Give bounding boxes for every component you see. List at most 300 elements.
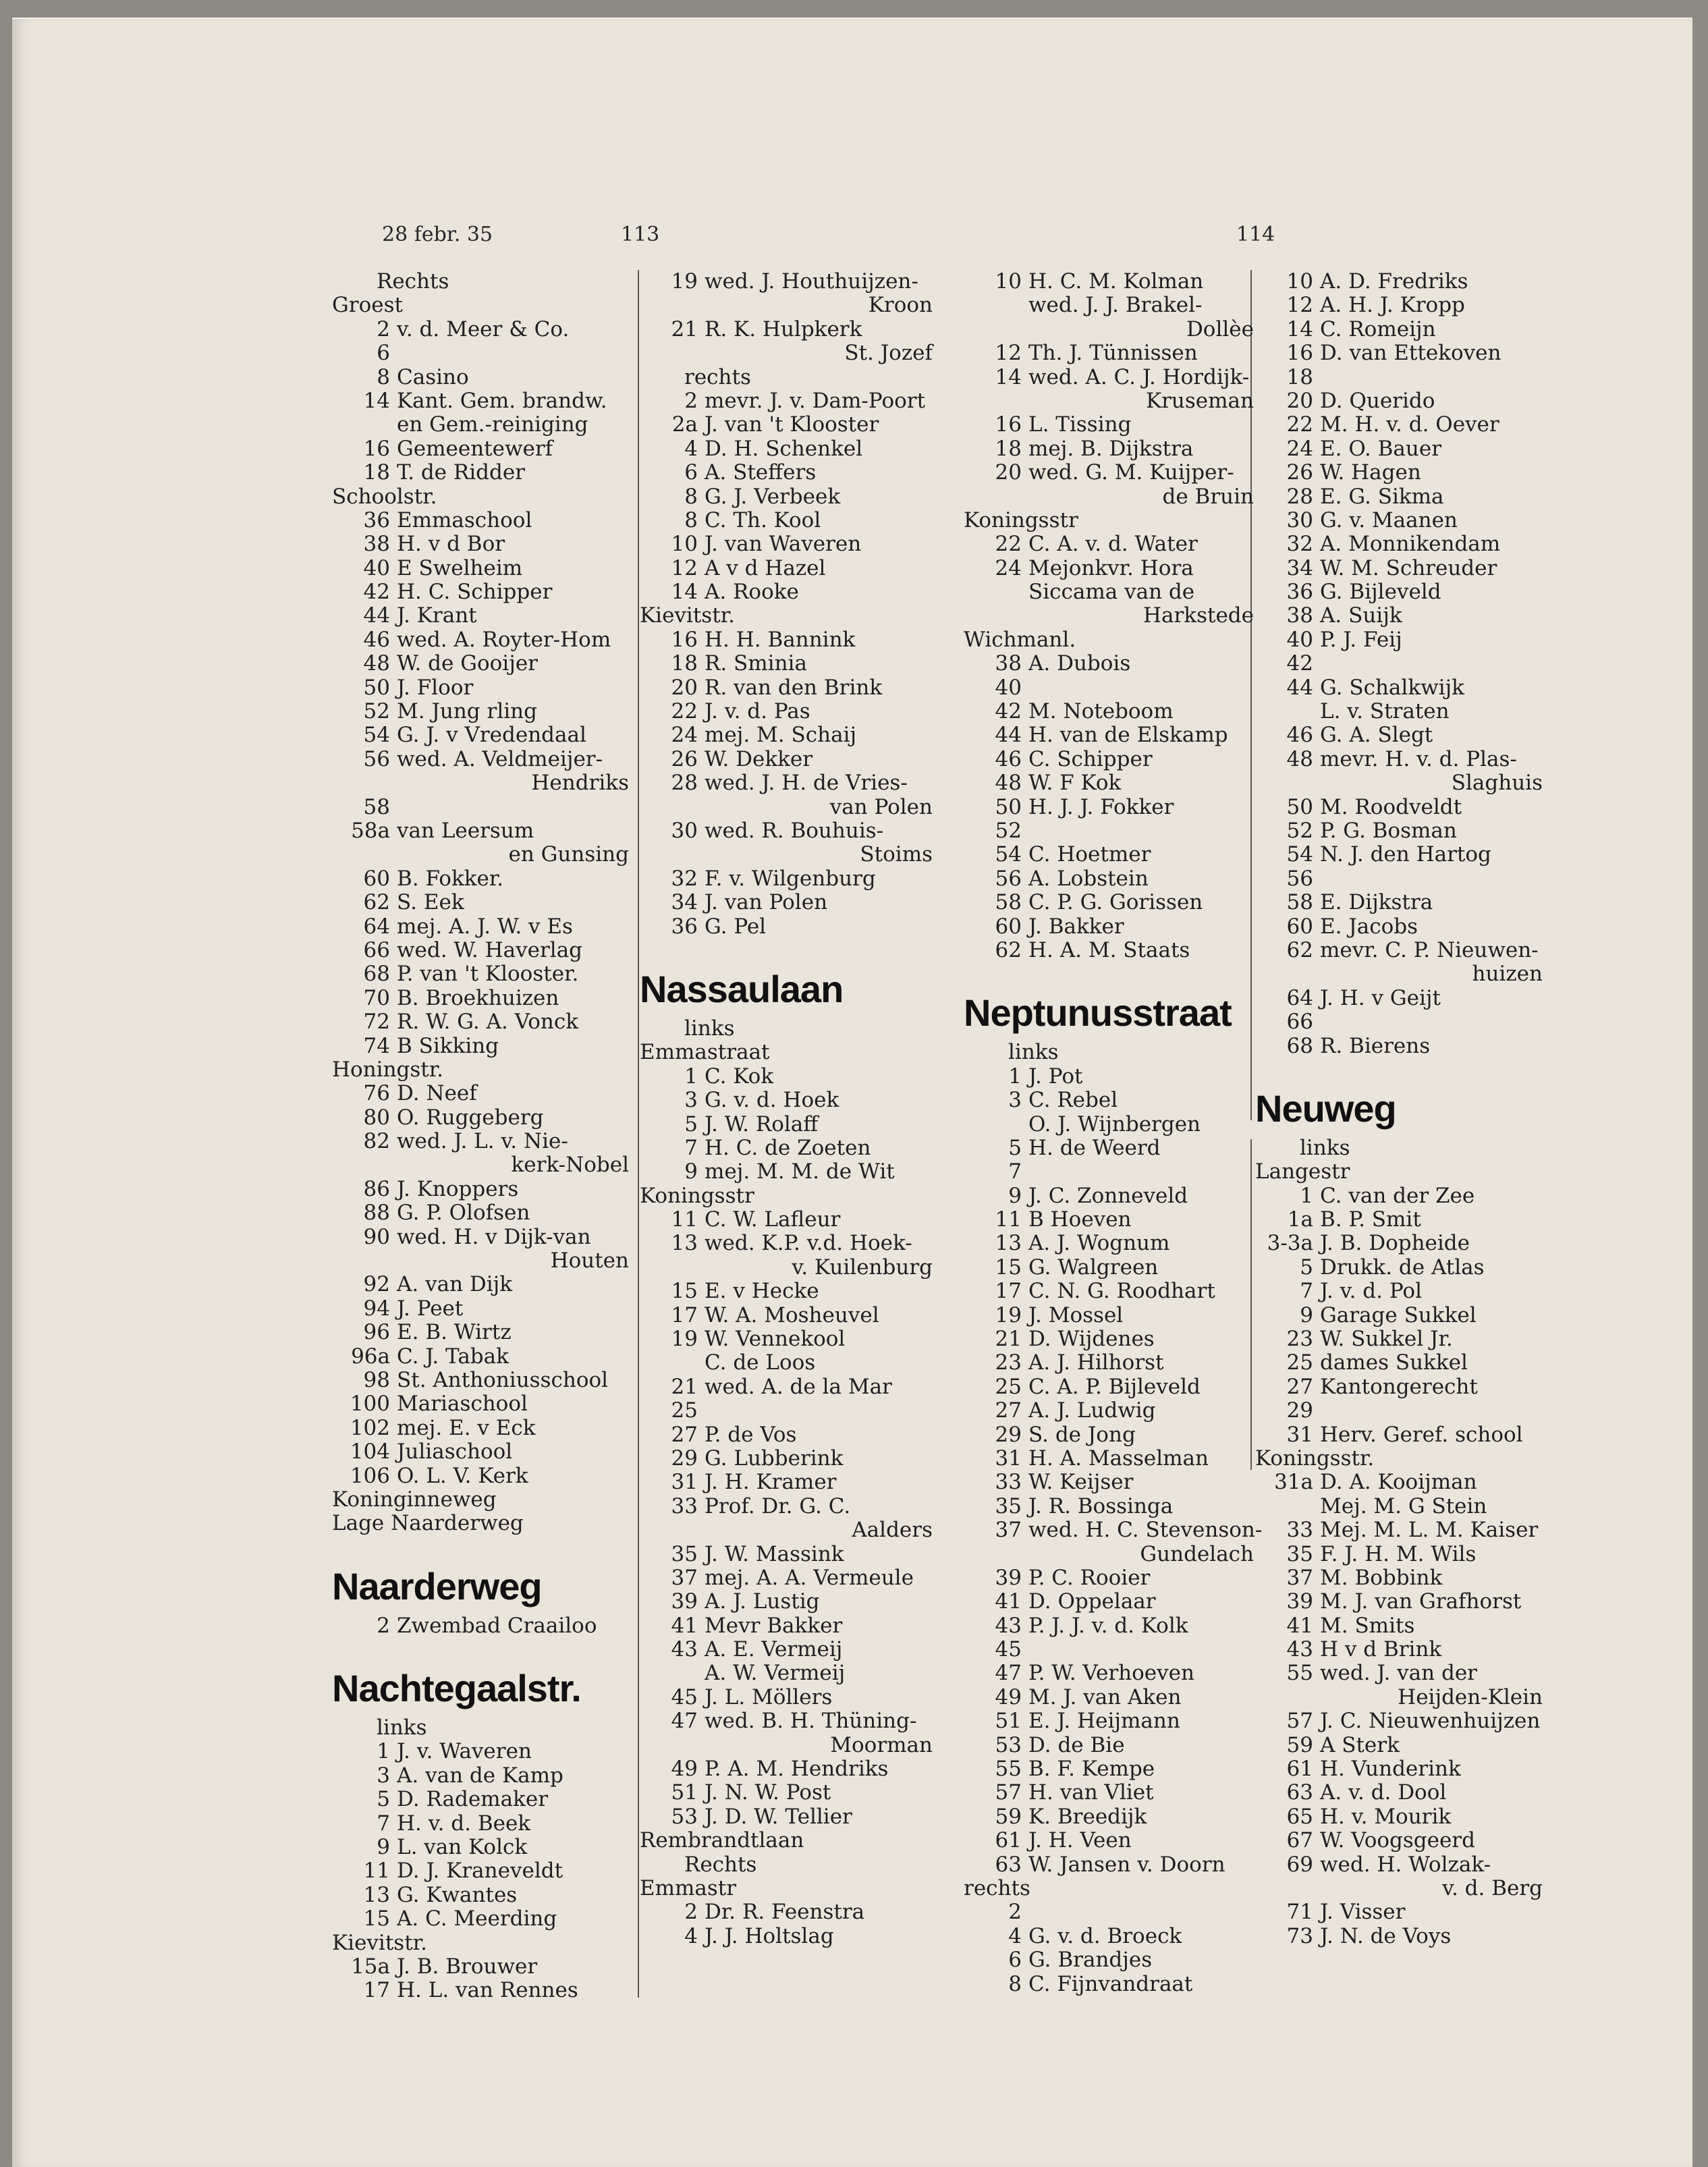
resident-name: W. de Gooijer	[397, 651, 538, 676]
directory-entry	[964, 748, 1259, 771]
house-number: 28	[671, 771, 698, 796]
directory-entry	[964, 1232, 1259, 1255]
resident-name: C. Romeijn	[1320, 317, 1436, 341]
house-number: 34	[1286, 555, 1313, 580]
resident-name: P. A. M. Hendriks	[705, 1757, 889, 1782]
resident-name: E. Dijkstra	[1320, 890, 1433, 915]
directory-entry	[964, 939, 1259, 962]
directory-entry	[640, 509, 938, 532]
directory-entry	[332, 1440, 634, 1464]
continuation-line: Stoims	[860, 842, 933, 867]
directory-entry	[640, 1160, 938, 1184]
directory-entry	[1255, 1900, 1548, 1924]
directory-entry	[964, 1662, 1259, 1685]
resident-name: G. Schalkwijk	[1320, 675, 1464, 700]
directory-entry	[1255, 819, 1548, 843]
house-number: 42	[1286, 651, 1313, 676]
resident-name: wed. J. L. v. Nie-	[397, 1129, 568, 1154]
resident-name: H. H. Bannink	[705, 627, 856, 652]
directory-entry	[964, 1734, 1259, 1757]
house-number: 2	[1008, 1900, 1022, 1925]
resident-name: M. H. v. d. Oever	[1320, 412, 1499, 437]
directory-entry	[1255, 915, 1548, 939]
directory-entry	[964, 1184, 1259, 1208]
house-number: 42	[995, 699, 1022, 724]
resident-name: J. van 't Klooster	[705, 412, 879, 437]
directory-entry	[640, 1614, 938, 1638]
resident-name: A. Rooke	[705, 580, 799, 605]
house-number: 22	[1286, 412, 1313, 437]
resident-name: J. L. Möllers	[705, 1684, 833, 1709]
directory-entry	[332, 1106, 634, 1130]
directory-entry	[640, 1590, 938, 1614]
house-number: 40	[995, 675, 1022, 700]
directory-entry	[332, 413, 634, 437]
resident-name: H. J. J. Fokker	[1028, 794, 1174, 819]
directory-entry	[332, 318, 634, 341]
house-number: 29	[995, 1422, 1022, 1447]
cross-street: Wichmanl.	[964, 627, 1076, 652]
resident-name: Th. J. Tünnissen	[1028, 341, 1198, 366]
house-number: 5	[684, 1112, 698, 1136]
directory-entry	[640, 1423, 938, 1447]
house-number: 100	[350, 1392, 390, 1417]
cross-street: rechts	[964, 1876, 1030, 1900]
resident-name: G. J. Verbeek	[705, 484, 841, 509]
house-number: 21	[671, 317, 698, 341]
resident-name: E. B. Wirtz	[397, 1320, 512, 1345]
directory-entry	[640, 676, 938, 700]
directory-entry	[332, 461, 634, 485]
directory-entry	[332, 987, 634, 1010]
resident-name: mej. M. M. de Wit	[705, 1159, 895, 1184]
resident-name: S. Eek	[397, 890, 464, 915]
directory-entry	[1255, 389, 1548, 413]
directory-entry	[1255, 700, 1548, 723]
side-label: Rechts	[684, 1852, 757, 1877]
directory-entry	[640, 1375, 938, 1399]
directory-entry	[332, 867, 634, 891]
house-number: 44	[1286, 675, 1313, 700]
resident-name: L. v. Straten	[1320, 699, 1450, 724]
house-number: 20	[671, 675, 698, 700]
directory-entry	[964, 771, 1259, 795]
house-number: 6	[1008, 1948, 1022, 1973]
cross-street: Koninginneweg	[332, 1487, 497, 1512]
continuation-line: Harkstede	[1142, 603, 1254, 628]
directory-entry	[332, 1464, 634, 1488]
directory-entry	[964, 1113, 1259, 1136]
house-number: 58	[995, 890, 1022, 915]
directory-entry	[640, 1089, 938, 1112]
side-label: rechts	[684, 364, 751, 389]
directory-entry	[1255, 1757, 1548, 1781]
resident-name: G. P. Olofsen	[397, 1201, 530, 1226]
directory-entry	[332, 1614, 634, 1638]
resident-name: C. N. G. Roodhart	[1028, 1279, 1215, 1304]
resident-name: wed. H. C. Stevenson-	[1028, 1518, 1263, 1543]
house-number: 68	[363, 962, 390, 987]
directory-entry	[640, 1662, 938, 1685]
house-number: 36	[363, 508, 390, 532]
directory-entry	[640, 1925, 938, 1948]
resident-name: A. v. d. Dool	[1320, 1780, 1447, 1805]
directory-entry	[1255, 437, 1548, 461]
resident-name: wed. H. Wolzak-	[1320, 1852, 1491, 1877]
house-number: 24	[1286, 436, 1313, 461]
resident-name: M. Noteboom	[1028, 699, 1174, 724]
directory-entry	[964, 700, 1259, 723]
directory-entry	[964, 843, 1259, 867]
directory-entry	[1255, 628, 1548, 652]
house-number: 43	[995, 1613, 1022, 1638]
house-number: 37	[671, 1565, 698, 1590]
house-number: 35	[1286, 1541, 1313, 1566]
date-label: 28 febr. 35	[382, 223, 493, 246]
resident-name: G. Pel	[705, 914, 767, 939]
resident-name: A Sterk	[1320, 1732, 1400, 1757]
resident-name: A. J. Wognum	[1028, 1231, 1170, 1256]
house-number: 62	[995, 937, 1022, 962]
column-2	[640, 270, 938, 1948]
house-number: 50	[363, 675, 390, 700]
directory-entry	[964, 557, 1259, 580]
resident-name: A. J. Hilhorst	[1028, 1350, 1164, 1375]
resident-name: A. Lobstein	[1028, 866, 1149, 891]
house-number: 20	[995, 460, 1022, 485]
house-number: 86	[363, 1176, 390, 1201]
house-number: 18	[995, 436, 1022, 461]
resident-name: Garage Sukkel	[1320, 1302, 1477, 1327]
house-number: 3	[377, 1763, 390, 1788]
house-number: 52	[1286, 818, 1313, 843]
street-heading: Neuweg	[1255, 1087, 1396, 1130]
resident-name: M. J. van Grafhorst	[1320, 1589, 1522, 1614]
house-number: 19	[995, 1302, 1022, 1327]
resident-name: wed. A. Royter-Hom	[397, 627, 611, 652]
resident-name: E. O. Bauer	[1320, 436, 1442, 461]
directory-entry	[964, 1375, 1259, 1399]
directory-entry	[1255, 1184, 1548, 1208]
house-number: 39	[1286, 1589, 1313, 1614]
house-number: 29	[1286, 1398, 1313, 1423]
house-number: 80	[363, 1105, 390, 1130]
resident-name: wed. J. van der	[1320, 1661, 1477, 1686]
house-number: 8	[684, 484, 698, 509]
house-number: 2a	[671, 412, 698, 437]
house-number: 53	[671, 1804, 698, 1829]
house-number: 96a	[351, 1344, 390, 1369]
house-number: 44	[995, 723, 1022, 748]
resident-name: D. de Bie	[1028, 1732, 1125, 1757]
directory-entry	[332, 1178, 634, 1201]
resident-name: B. Broekhuizen	[397, 985, 559, 1010]
house-number: 60	[1286, 914, 1313, 939]
resident-name: wed. J. J. Brakel-	[1028, 293, 1203, 318]
resident-name: D. Rademaker	[397, 1787, 549, 1812]
resident-name: van Leersum	[397, 818, 534, 843]
house-number: 40	[1286, 627, 1313, 652]
directory-entry	[964, 1089, 1259, 1112]
column-4	[1255, 270, 1548, 1948]
resident-name: wed. A. Veldmeijer-	[397, 746, 603, 771]
directory-entry	[1255, 270, 1548, 294]
resident-name: O. L. V. Kerk	[397, 1463, 528, 1488]
resident-name: mej. B. Dijkstra	[1028, 436, 1194, 461]
house-number: 30	[1286, 508, 1313, 532]
house-number: 66	[363, 937, 390, 962]
directory-entry	[1255, 1010, 1548, 1034]
resident-name: F. J. H. M. Wils	[1320, 1541, 1477, 1566]
directory-entry	[332, 1369, 634, 1392]
cross-street: Koningsstr	[640, 1183, 754, 1208]
house-number: 64	[1286, 985, 1313, 1010]
continuation-line: Houten	[550, 1249, 629, 1273]
directory-entry	[964, 1709, 1259, 1733]
directory-entry	[1255, 1805, 1548, 1829]
resident-name: W. M. Schreuder	[1320, 555, 1497, 580]
house-number: 11	[363, 1859, 390, 1884]
resident-name: A. H. J. Kropp	[1320, 293, 1465, 318]
house-number: 19	[671, 1327, 698, 1352]
resident-name: B Hoeven	[1028, 1207, 1132, 1232]
directory-entry	[964, 723, 1259, 747]
house-number: 20	[1286, 388, 1313, 413]
resident-name: K. Breedijk	[1028, 1804, 1147, 1829]
house-number: 62	[363, 890, 390, 915]
resident-name: Drukk. de Atlas	[1320, 1255, 1485, 1280]
directory-entry	[332, 1321, 634, 1344]
house-number: 53	[995, 1732, 1022, 1757]
directory-entry	[640, 389, 938, 413]
directory-entry	[332, 1010, 634, 1034]
resident-name: Mejonkvr. Hora	[1028, 555, 1194, 580]
house-number: 43	[1286, 1637, 1313, 1662]
house-number: 33	[671, 1493, 698, 1518]
directory-entry	[964, 1256, 1259, 1280]
house-number: 21	[671, 1374, 698, 1399]
directory-entry	[1255, 1256, 1548, 1280]
continuation-line: Aalders	[852, 1518, 933, 1543]
resident-name: C. J. Tabak	[397, 1344, 509, 1369]
house-number: 3	[684, 1088, 698, 1113]
directory-entry	[964, 1638, 1259, 1662]
directory-entry	[332, 1764, 634, 1788]
house-number: 57	[995, 1780, 1022, 1805]
resident-name: P. W. Verhoeven	[1028, 1661, 1194, 1686]
directory-entry	[1255, 1734, 1548, 1757]
directory-entry	[640, 867, 938, 891]
resident-name: J. H. Veen	[1028, 1828, 1132, 1853]
directory-entry	[964, 891, 1259, 914]
house-number: 37	[995, 1518, 1022, 1543]
directory-entry	[640, 1399, 938, 1423]
house-number: 69	[1286, 1852, 1313, 1877]
resident-name: wed. A. de la Mar	[705, 1374, 892, 1399]
directory-entry	[332, 604, 634, 628]
resident-name: H. v. Mourik	[1320, 1804, 1452, 1829]
resident-name: M. Jung rling	[397, 699, 537, 724]
house-number: 15	[363, 1907, 390, 1931]
resident-name: H. van de Elskamp	[1028, 723, 1228, 748]
house-number: 36	[671, 914, 698, 939]
house-number: 21	[995, 1327, 1022, 1352]
cross-street: Schoolstr.	[332, 484, 437, 509]
house-number: 6	[684, 460, 698, 485]
house-number: 98	[363, 1367, 390, 1392]
directory-entry	[1255, 1399, 1548, 1423]
resident-name: A. Dubois	[1028, 651, 1131, 676]
house-number: 54	[1286, 842, 1313, 867]
directory-entry	[640, 1327, 938, 1351]
cross-street: Honingstr.	[332, 1057, 444, 1082]
house-number: 46	[363, 627, 390, 652]
resident-name: J. B. Brouwer	[397, 1954, 538, 1979]
side-label: links	[1300, 1135, 1350, 1160]
house-number: 2	[684, 388, 698, 413]
cross-street: Kievitstr.	[640, 603, 735, 628]
cross-street: Lage Naarderweg	[332, 1511, 524, 1536]
directory-entry	[964, 461, 1259, 485]
directory-entry	[1255, 843, 1548, 867]
side-label: Rechts	[377, 269, 449, 294]
continuation-line: Kroon	[868, 293, 933, 318]
resident-name: G. Bijleveld	[1320, 580, 1441, 605]
house-number: 4	[684, 1923, 698, 1948]
continuation-line: de Bruin	[1162, 484, 1254, 509]
directory-entry	[1255, 1662, 1548, 1685]
directory-entry	[1255, 294, 1548, 317]
house-number: 36	[1286, 580, 1313, 605]
continuation-line: Hendriks	[531, 771, 629, 796]
house-number: 5	[1008, 1135, 1022, 1160]
house-number: 27	[671, 1422, 698, 1447]
directory-entry	[640, 748, 938, 771]
resident-name: H. L. van Rennes	[397, 1978, 578, 2003]
house-number: 14	[1286, 317, 1313, 341]
house-number: 44	[363, 603, 390, 628]
directory-entry	[640, 318, 938, 341]
resident-name: Mariaschool	[397, 1392, 528, 1417]
house-number: 56	[995, 866, 1022, 891]
house-number: 52	[995, 818, 1022, 843]
continuation-line: St. Jozef	[844, 341, 933, 366]
resident-name: en Gem.-reiniging	[397, 412, 588, 437]
house-number: 45	[995, 1637, 1022, 1662]
directory-entry	[640, 532, 938, 556]
house-number: 63	[1286, 1780, 1313, 1805]
directory-entry	[640, 1471, 938, 1494]
resident-name: D. A. Kooijman	[1320, 1470, 1477, 1495]
directory-entry	[332, 1130, 634, 1153]
directory-entry	[640, 891, 938, 914]
resident-name: M. Smits	[1320, 1613, 1415, 1638]
continuation-line: huizen	[1472, 962, 1543, 987]
house-number: 32	[1286, 532, 1313, 557]
resident-name: H. v d Bor	[397, 532, 505, 557]
right-page-number: 114	[1236, 223, 1275, 246]
directory-entry	[640, 1757, 938, 1781]
directory-entry	[1255, 867, 1548, 891]
resident-name: M. J. van Aken	[1028, 1684, 1182, 1709]
house-number: 106	[350, 1463, 390, 1488]
resident-name: mej. A. J. W. v Es	[397, 914, 573, 939]
directory-entry	[1255, 1035, 1548, 1058]
house-number: 52	[363, 699, 390, 724]
cross-street: Langestr	[1255, 1159, 1350, 1184]
resident-name: A. W. Vermeij	[705, 1661, 846, 1686]
house-number: 18	[671, 651, 698, 676]
house-number: 58a	[351, 818, 390, 843]
directory-entry	[332, 796, 634, 819]
resident-name: C. A. P. Bijleveld	[1028, 1374, 1201, 1399]
house-number: 54	[995, 842, 1022, 867]
resident-name: J. H. Kramer	[705, 1470, 837, 1495]
house-number: 48	[363, 651, 390, 676]
resident-name: A. J. Ludwig	[1028, 1398, 1156, 1423]
house-number: 39	[995, 1565, 1022, 1590]
resident-name: D. van Ettekoven	[1320, 341, 1502, 366]
directory-entry	[332, 1788, 634, 1811]
house-number: 82	[363, 1129, 390, 1154]
directory-entry	[964, 270, 1259, 294]
resident-name: Prof. Dr. G. C.	[705, 1493, 851, 1518]
directory-entry	[640, 1543, 938, 1566]
house-number: 7	[1008, 1159, 1022, 1184]
cross-street: Groest	[332, 293, 403, 318]
house-number: 67	[1286, 1828, 1313, 1853]
side-label: links	[1008, 1040, 1059, 1065]
resident-name: J. B. Dopheide	[1320, 1231, 1470, 1256]
directory-entry	[964, 294, 1259, 317]
resident-name: H. C. M. Kolman	[1028, 269, 1204, 294]
resident-name: C. P. G. Gorissen	[1028, 890, 1203, 915]
house-number: 30	[671, 818, 698, 843]
house-number: 1	[1300, 1183, 1313, 1208]
directory-entry	[964, 1614, 1259, 1638]
resident-name: S. de Jong	[1028, 1422, 1136, 1447]
house-number: 13	[995, 1231, 1022, 1256]
house-number: 15a	[351, 1954, 390, 1979]
column-3	[964, 269, 1263, 1996]
house-number: 74	[363, 1033, 390, 1058]
house-number: 90	[363, 1224, 390, 1249]
house-number: 12	[995, 341, 1022, 366]
resident-name: St. Anthoniusschool	[397, 1367, 609, 1392]
directory-entry	[640, 1495, 938, 1518]
house-number: 13	[363, 1882, 390, 1907]
directory-entry	[1255, 1232, 1548, 1255]
directory-entry	[964, 413, 1259, 437]
directory-entry	[332, 819, 634, 843]
directory-entry	[640, 461, 938, 485]
house-number: 9	[684, 1159, 698, 1184]
house-number: 14	[363, 388, 390, 413]
directory-entry	[332, 1884, 634, 1907]
resident-name: B. P. Smit	[1320, 1207, 1421, 1232]
house-number: 102	[350, 1415, 390, 1440]
resident-name: G. Walgreen	[1028, 1255, 1159, 1280]
house-number: 1a	[1287, 1207, 1313, 1232]
house-number: 38	[1286, 603, 1313, 628]
house-number: 8	[377, 364, 390, 389]
house-number: 58	[1286, 890, 1313, 915]
directory-entry	[964, 1136, 1259, 1160]
house-number: 62	[1286, 937, 1313, 962]
resident-name: Kantongerecht	[1320, 1374, 1478, 1399]
directory-entry	[964, 1399, 1259, 1423]
house-number: 7	[684, 1135, 698, 1160]
